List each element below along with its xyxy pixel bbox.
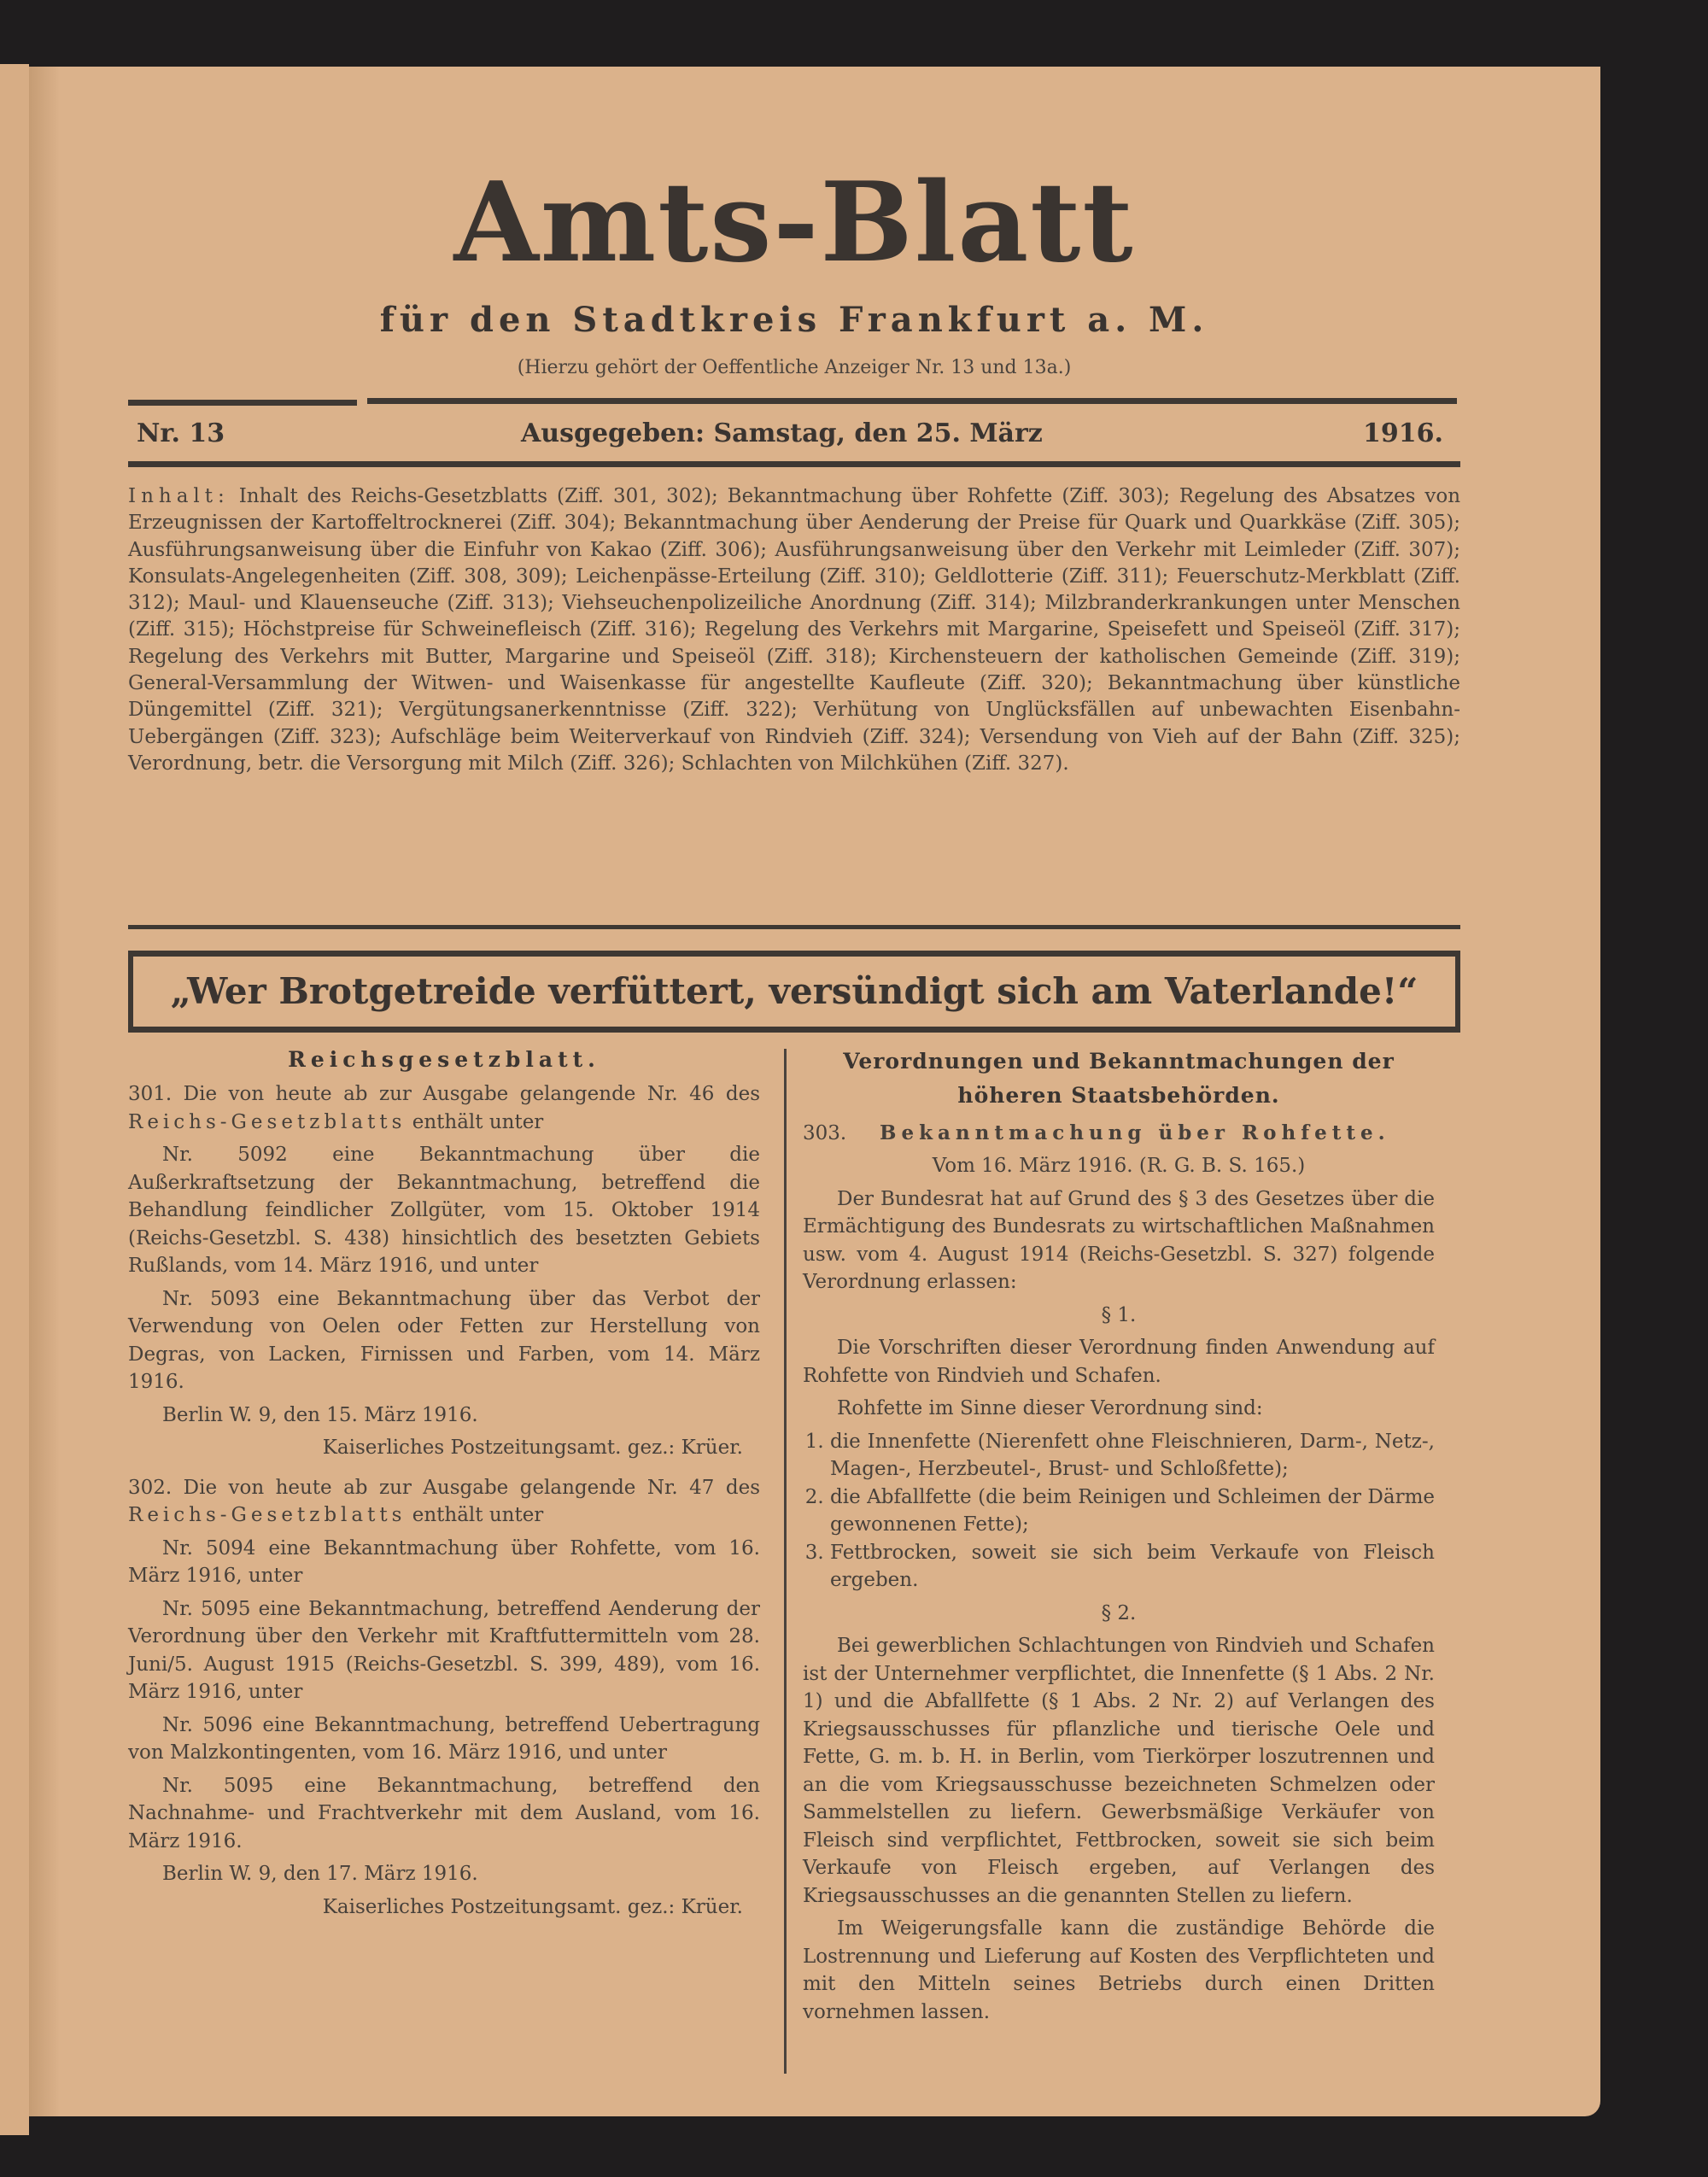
table-of-contents [128,483,1460,777]
masthead-note: (Hierzu gehört der Oeffentliche Anzeiger Nr. 13 und 13a.) [517,357,1072,378]
item-301-intro [128,1080,760,1136]
toc-label: Inhalt: [128,485,230,507]
item-intro-end: enthält unter [412,1110,544,1133]
toc-text: Inhalt des Reichs-Gesetzblatts (Ziff. 301, 302); Bekanntmachung über Rohfette (Ziff. 303); Regelung des Absatzes von Erzeugnissen der Kartoffeltrocknerei (Ziff. 304); Bekanntmachung über Aenderung der Preise für Quark und Quarkkäse (Ziff. 305); Ausführungsanweisung über die Einfuhr von Kakao (Ziff. 306); Ausführungsanweisung über den Verkehr mit Leimleder (Ziff. 307); Konsulats-Angelegenheiten (Ziff. 308, 309); Leichenpässe-Erteilung (Ziff. 310); Geldlotterie (Ziff. 311); Feuerschutz-Merkblatt (Ziff. 312); Maul- und Klauenseuche (Ziff. 313); Viehseuchenpolizeiliche Anordnung (Ziff. 314); Milzbranderkrankungen unter Menschen (Ziff. 315); Höchstpreise für Schweinefleisch (Ziff. 316); Regelung des Verkehrs mit Margarine, Speisefett und Speiseöl (Ziff. 317); Regelung des Verkehrs mit Butter, Margarine und Speiseöl (Ziff. 318); Kirchensteuern der katholischen Gemeinde (Ziff. 319); General-Versammlung der Witwen- und Waisenkasse für angestellte Kaufleute (Ziff. 320); Bekanntmachung über künstliche Düngemittel (Ziff. 321); Vergütungsanerkenntnisse (Ziff. 322); Verhütung von Unglücksfällen auf unbewachten Eisenbahn-Uebergängen (Ziff. 323); Aufschläge beim Weiterverkauf von Rindvieh (Ziff. 324); Versendung von Vieh auf der Bahn (Ziff. 325); Verordnung, betr. die Versorgung mit Milch (Ziff. 326); Schlachten von Milchkühen (Ziff. 327). [128,485,1461,775]
rohfette-list [803,1428,1435,1595]
slogan-banner: „Wer Brotgetreide verfüttert, versündigt sich am Vaterlande!“ [128,951,1460,1033]
left-column-heading: Reichsgesetzblatt. [288,1047,600,1072]
signature: Kaiserliches Postzeitungsamt. gez.: Krüer. [322,1437,743,1459]
masthead-title: Amts-Blatt [453,159,1135,287]
item-intro-end: enthält unter [412,1504,544,1526]
section-1-paragraph: Die Vorschriften dieser Verordnung finden Anwendung auf Rohfette von Rindvieh und Schafen. [803,1337,1435,1387]
entry: Nr. 5094 eine Bekanntmachung über Rohfette, vom 16. März 1916, unter [128,1536,760,1587]
rule-below-toc [128,925,1460,929]
entry: Nr. 5096 eine Bekanntmachung, betreffend Uebertragung von Malzkontingenten, vom 16. März 1916, und unter [128,1713,760,1764]
masthead-subtitle: für den Stadtkreis Frankfurt a. M. [379,300,1209,340]
right-column-heading: Verordnungen und Bekanntmachungen der höheren Staatsbehörden. [843,1049,1395,1108]
item-dateline: Vom 16. März 1916. (R. G. B. S. 165.) [932,1155,1306,1177]
item-intro: Die von heute ab zur Ausgabe gelangende Nr. 46 des [183,1083,760,1105]
item-number: 303. [803,1122,847,1144]
list-item: 1. die Innenfette (Nierenfett ohne Fleischnieren, Darm-, Netz-, Magen-, Herzbeutel-, Brust- und Schloßfette); [830,1428,1435,1484]
item-intro-spaced: Reichs-Gesetzblatts [128,1110,407,1133]
item-title: Bekanntmachung über Rohfette. [880,1121,1390,1144]
list-item: 2. die Abfallfette (die beim Reinigen und Schleimen der Därme gewonnenen Fette); [830,1484,1435,1539]
previous-page-edge [0,64,29,2135]
item-intro-spaced: Reichs-Gesetzblatts [128,1504,407,1526]
entry: Nr. 5095 eine Bekanntmachung, betreffend den Nachnahme- und Frachtverkehr mit dem Ausland, vom 16. März 1916. [128,1774,760,1852]
rule-top-right [367,398,1457,404]
entry: Nr. 5092 eine Bekanntmachung über die Außerkraftsetzung der Bekanntmachung, betreffend die Behandlung feindlicher Zollgüter, vom 15. Oktober 1914 (Reichs-Gesetzbl. S. 438) hinsichtlich des besetzten Gebiets Rußlands, vom 14. März 1916, und unter [128,1144,760,1277]
entry: Nr. 5093 eine Bekanntmachung über das Verbot der Verwendung von Oelen oder Fetten zur Herstellung von Degras, von Lacken, Firnissen und Farben, vom 14. März 1916. [128,1287,760,1393]
list-item: 3. Fettbrocken, soweit sie sich beim Verkaufe von Fleisch ergeben. [830,1539,1435,1595]
place-date: Berlin W. 9, den 17. März 1916. [162,1863,478,1885]
document-page [29,67,1600,2116]
issue-number: Nr. 13 [137,418,225,448]
section-2-paragraph: Bei gewerblichen Schlachtungen von Rindvieh und Schafen ist der Unternehmer verpflichtet, die Innenfette (§ 1 Abs. 2 Nr. 1) und die Abfallfette (§ 1 Abs. 2 Nr. 2) auf Verlangen des Kriegsausschusses für pflanzliche und tierische Oele und Fette, G. m. b. H. in Berlin, vom Tierkörper loszutrennen und an die vom Kriegsausschusse bezeichneten Schmelzen oder Sammelstellen zu liefern. Gewerbsmäßige Verkäufer von Fleisch sind verpflichtet, Fettbrocken, soweit sie sich beim Verkaufe von Fleisch ergeben, auf Verlangen des Kriegsausschusses an die genannten Stellen zu liefern. [803,1635,1435,1907]
right-column [803,1045,1435,2031]
issue-row [128,415,1460,453]
entry: Nr. 5095 eine Bekanntmachung, betreffend Aenderung der Verordnung über den Verkehr mit Kraftfuttermitteln vom 28. Juni/5. August 1915 (Reichs-Gesetzbl. S. 399, 489), vom 16. März 1916, unter [128,1597,760,1703]
signature: Kaiserliches Postzeitungsamt. gez.: Krüer. [322,1895,743,1918]
binding-gutter-shadow [29,67,60,2116]
rule-top-left [128,400,357,406]
place-date: Berlin W. 9, den 15. März 1916. [162,1403,478,1426]
issue-year: 1916. [1363,418,1443,448]
section-2-label: § 2. [1101,1601,1137,1624]
item-number: 302. [128,1476,173,1499]
item-302-intro [128,1474,760,1530]
item-number: 301. [128,1083,173,1105]
item-303-header [803,1118,1435,1149]
issue-date: Ausgegeben: Samstag, den 25. März [521,418,1043,448]
section-2-paragraph: Im Weigerungsfalle kann die zuständige Behörde die Lostrennung und Lieferung auf Kosten des Verpflichteten und mit den Mitteln seines Betriebs durch einen Dritten vornehmen lassen. [803,1917,1435,2023]
section-1-label: § 1. [1101,1303,1137,1326]
preamble: Der Bundesrat hat auf Grund des § 3 des Gesetzes über die Ermächtigung des Bundesrats zu wirtschaftlichen Maßnahmen usw. vom 4. August 1914 (Reichs-Gesetzbl. S. 327) folgende Verordnung erlassen: [803,1187,1435,1293]
item-intro: Die von heute ab zur Ausgabe gelangende Nr. 47 des [183,1476,760,1499]
left-column [128,1045,760,1926]
rule-below-issue [128,461,1460,467]
column-divider [784,1049,787,2074]
section-1-paragraph: Rohfette im Sinne dieser Verordnung sind: [837,1397,1263,1419]
